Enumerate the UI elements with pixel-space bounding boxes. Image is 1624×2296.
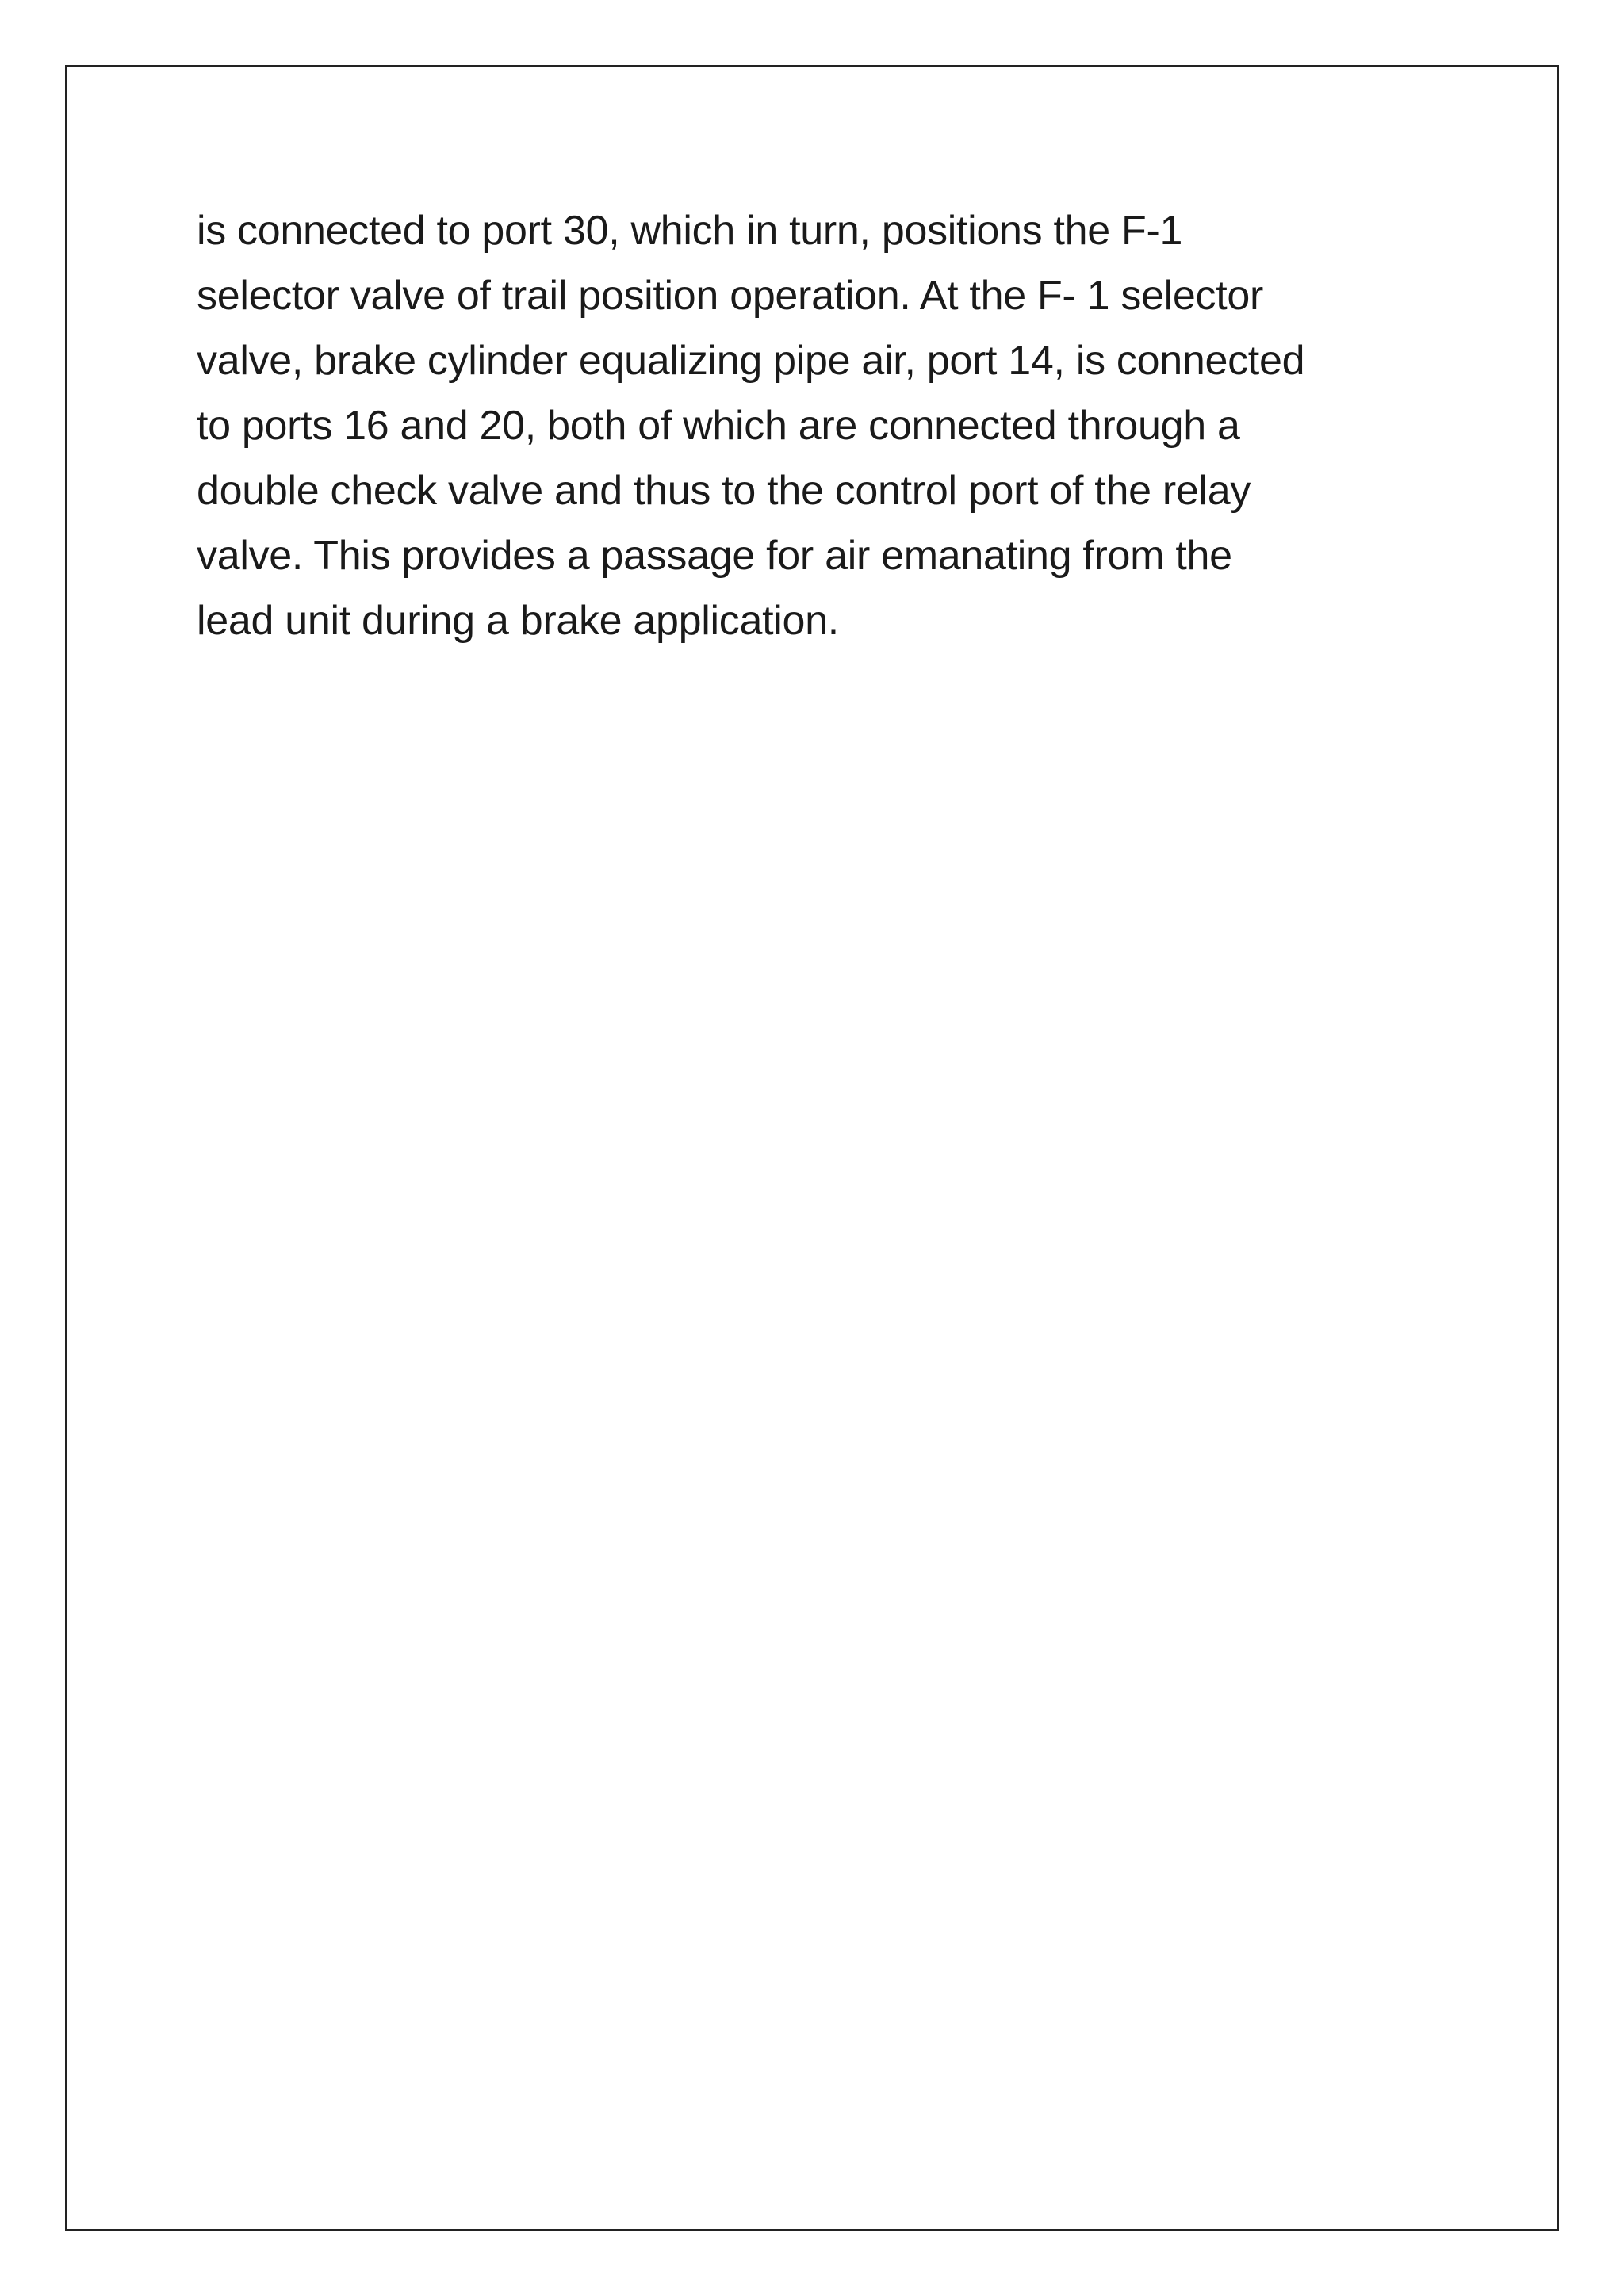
body-paragraph <box>197 198 1465 653</box>
paragraph-line: to ports 16 and 20, both of which are connected through a <box>197 403 1240 449</box>
paragraph-line: valve, brake cylinder equalizing pipe air, port 14, is connected <box>197 338 1305 384</box>
paragraph-line: valve. This provides a passage for air emanating from the <box>197 533 1232 579</box>
paragraph-line: selector valve of trail position operation. At the F- 1 selector <box>197 273 1264 319</box>
paragraph-line: is connected to port 30, which in turn, positions the F-1 <box>197 208 1183 254</box>
paragraph-line: lead unit during a brake application. <box>197 598 839 644</box>
paragraph-line: double check valve and thus to the control port of the relay <box>197 468 1251 514</box>
